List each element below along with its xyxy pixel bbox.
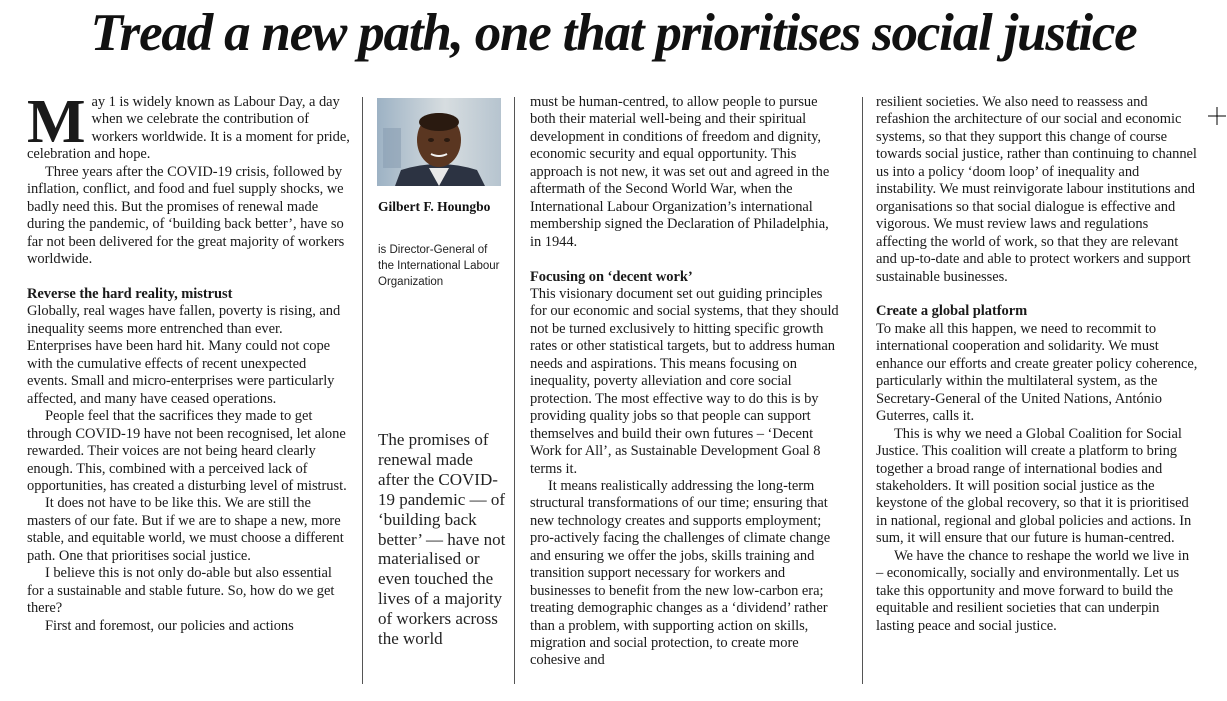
paragraph: must be human-centred, to allow people to pursue both their material well-being and their spiritual development in conditions of freedom and dignity, economic security and equal opportunity. This approach is not new, it was set out and agreed in the aftermath of the Second World War, when the International Labour Organization’s international membership signed the Declaration of Philadelphia, in 1944. [530, 94, 830, 250]
paragraph: We have the chance to reshape the world we live in – economically, socially and environmentally. Let us take this opportunity and move forward to build the equitable and resilient societies that can underpin lasting peace and social justice. [876, 547, 1190, 634]
lead-paragraph: May 1 is widely known as Labour Day, a day when we celebrate the contribution of workers worldwide. It is a moment for pride, celebration and hope. [27, 88, 350, 163]
drop-cap: M [27, 88, 86, 156]
paragraph: First and foremost, our policies and actions [45, 617, 294, 634]
paragraph: resilient societies. We also need to reassess and refashion the architecture of our social and economic systems, so that they support this change of course towards social justice, rather than continuing to channel us into a policy ‘doom loop’ of inequality and instability. We must reinvigorate labour institutions and organisations so that social dialogue is effective and vigorous. We must review laws and regulations affecting the world of work, so that they are relevant and up-to-date and able to protect workers and support sustainable businesses. [876, 94, 1197, 285]
paragraph: Globally, real wages have fallen, poverty is rising, and inequality seems more entrenched than ever. Enterprises have been hard hit. Many could not cope with the cumulative effects of recent unexpected events. Small and micro-enterprises were particularly affected, and many have ceased operations. [27, 303, 341, 407]
column-4 [876, 94, 1198, 635]
subheading: Create a global platform [876, 303, 1028, 320]
paragraph: To make all this happen, we need to recommit to international cooperation and solidarity. We must enhance our efforts and create greater policy coherence, particularly within the multilateral system, as the Secretary-General of the United Nations, António Guterres, calls it. [876, 320, 1198, 425]
paragraph: This is why we need a Global Coalition for Social Justice. This coalition will create a platform to bring together a broad range of international bodies and stakeholders. It will position social justice as the keystone of the global recovery, so that it is prioritised in national, regional and global policies and actions. In sum, it will ensure that our future is human-centred. [876, 425, 1192, 547]
author-name: Gilbert F. Houngbo [378, 199, 491, 214]
headline: Tread a new path, one that prioritises social justice [90, 4, 1137, 62]
subheading: Reverse the hard reality, mistrust [27, 285, 233, 302]
column-3 [530, 94, 839, 670]
column-divider [514, 97, 515, 684]
paragraph: People feel that the sacrifices they made to get through COVID-19 have not been recognised, let alone rewarded. Their voices are not being heard clearly enough. This, combined with a perceived lack of opportunities, has created a disturbing level of mistrust. [27, 408, 347, 494]
column-1 [27, 88, 350, 635]
column-divider [362, 97, 363, 684]
paragraph: I believe this is not only do-able but also essential for a sustainable and stable future. So, how do we get there? [27, 565, 335, 617]
pull-quote: The promises of renewal made after the COVID-19 pandemic — of ‘building back better’ — have not materialised or even touched the lives of a majority of workers across the world [378, 430, 506, 649]
crosshair-cursor-icon [1208, 107, 1226, 125]
portrait-image [377, 98, 501, 186]
column-divider [862, 97, 863, 684]
author-photo [377, 98, 501, 186]
paragraph: It does not have to be like this. We are still the masters of our fate. But if we are to shape a new, more stable, and equitable world, we must choose a different path. One that prioritises social justice. [27, 495, 344, 564]
paragraph: Three years after the COVID-19 crisis, followed by inflation, conflict, and food and fuel supply shocks, we badly need this. But the promises of renewal made during the pandemic, of ‘building back better’, have so far not been delivered for the great majority of workers worldwide. [27, 163, 345, 268]
paragraph: It means realistically addressing the long-term structural transformations of our time; ensuring that new technology creates and supports employment; pro-actively facing the challenges of climate change and ensuring we offer the jobs, skills training and transition support necessary for workers and businesses to benefit from the new low-carbon era; treating demographic changes as a ‘dividend’ rather than a problem, with supporting action on skills, migration and social protection, to create more cohesive and [530, 477, 831, 669]
author-role: is Director-General of the International Labour Organization [378, 244, 500, 288]
paragraph: This visionary document set out guiding principles for our economic and social systems, that they should not be turned exclusively to hitting specific growth rates or other statistical targets, but to address human needs and aspirations. This means focusing on inequality, poverty alleviation and core social protection. The most effective way to do this is by providing quality jobs so that people can support themselves and build their own futures – ‘Decent Work for All’, as Sustainable Development Goal 8 terms it. [530, 285, 839, 477]
subheading: Focusing on ‘decent work’ [530, 268, 693, 285]
